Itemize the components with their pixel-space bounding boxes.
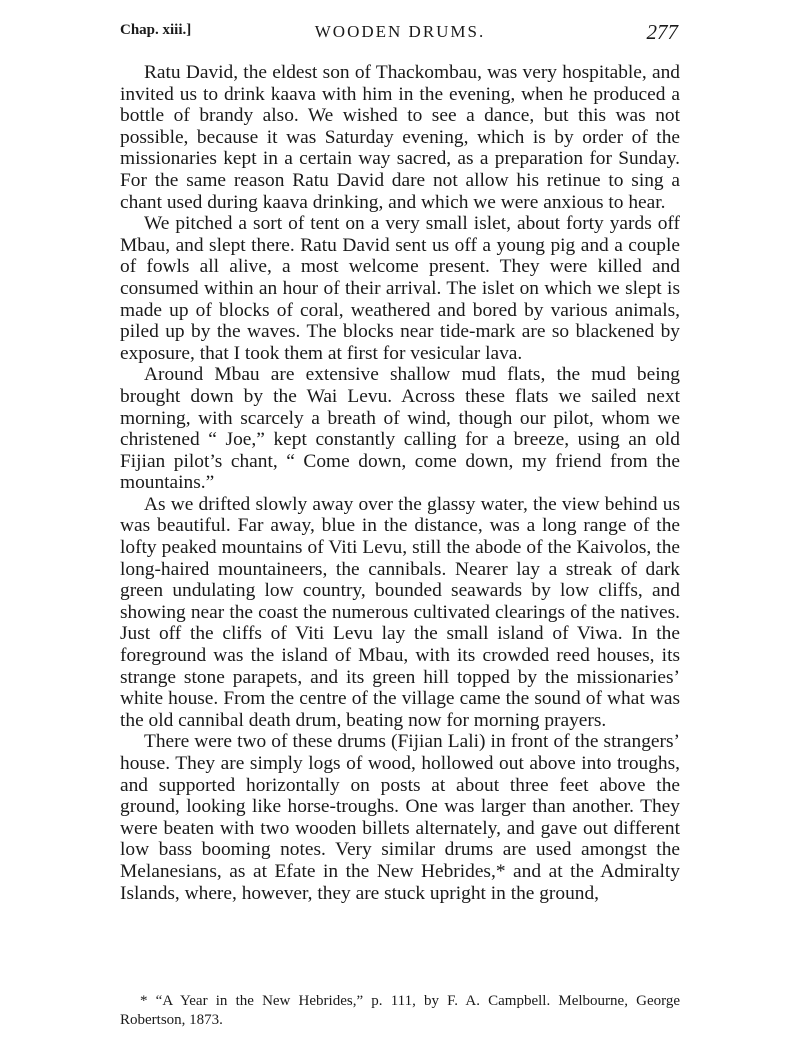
running-title: WOODEN DRUMS. xyxy=(314,22,486,41)
footnote: * “A Year in the New Hebrides,” p. 111, by F. A. Campbell. Melbourne, George Robertson, 1873. xyxy=(120,993,680,1028)
running-head xyxy=(120,20,680,44)
body-text xyxy=(120,62,680,904)
paragraph-view: As we drifted slowly away over the glassy water, the view behind us was beautiful. Far away, blue in the distance, was a long range of the lofty peaked mountains of Viti Levu, still the abode of the Kaivolos, the long-haired mountaineers, the cannibals. Nearer lay a streak of dark green undulating low country, bounded seawards by low cliffs, and showing near the coast the numerous cultivated clearings of the natives. Just off the cliffs of Viti Levu lay the small island of Viwa. In the foreground was the island of Mbau, with its crowded reed houses, its strange stone parapets, and its green hill topped by the missionaries’ white house. From the centre of the village came the sound of what was the old cannibal death drum, beating now for morning prayers. xyxy=(120,493,680,731)
page-number: 277 xyxy=(646,20,678,44)
paragraph-mud-flats: Around Mbau are extensive shallow mud flats, the mud being brought down by the Wai Levu. Across these flats we sailed next morning, with scarcely a breath of wind, though our pilot, whom we christened “ Joe,” kept constantly calling for a breeze, using an old Fijian pilot’s chant, “ Come down, come down, my friend from the mountains.” xyxy=(120,364,680,494)
paragraph-ratu-david: Ratu David, the eldest son of Thackombau, was very hospitable, and invited us to drink kaava with him in the evening, when he produced a bottle of brandy also. We wished to see a dance, but this was not possible, because it was Saturday evening, which is by order of the missionaries kept in a certain way sacred, as a preparation for Sunday. For the same reason Ratu David dare not allow his retinue to sing a chant used during kaava drinking, and which we were anxious to hear. xyxy=(120,62,680,213)
paragraph-tent-islet: We pitched a sort of tent on a very small islet, about forty yards off Mbau, and slept there. Ratu David sent us off a young pig and a couple of fowls all alive, a most welcome present. They were killed and consumed within an hour of their arrival. The islet on which we slept is made up of blocks of coral, weathered and bored by various animals, piled up by the waves. The blocks near tide-mark are so blackened by exposure, that I took them at first for vesicular lava. xyxy=(120,213,680,364)
chapter-label: Chap. xiii.] xyxy=(120,22,192,38)
paragraph-drums: There were two of these drums (Fijian Lali) in front of the strangers’ house. They are simply logs of wood, hollowed out above into troughs, and supported horizontally on posts at about three feet above the ground, looking like horse-troughs. One was larger than another. They were beaten with two wooden billets alternately, and gave out different low bass booming notes. Very similar drums are used amongst the Melanesians, as at Efate in the New Hebrides,* and at the Admiralty Islands, where, however, they are stuck upright in the ground, xyxy=(120,731,680,904)
